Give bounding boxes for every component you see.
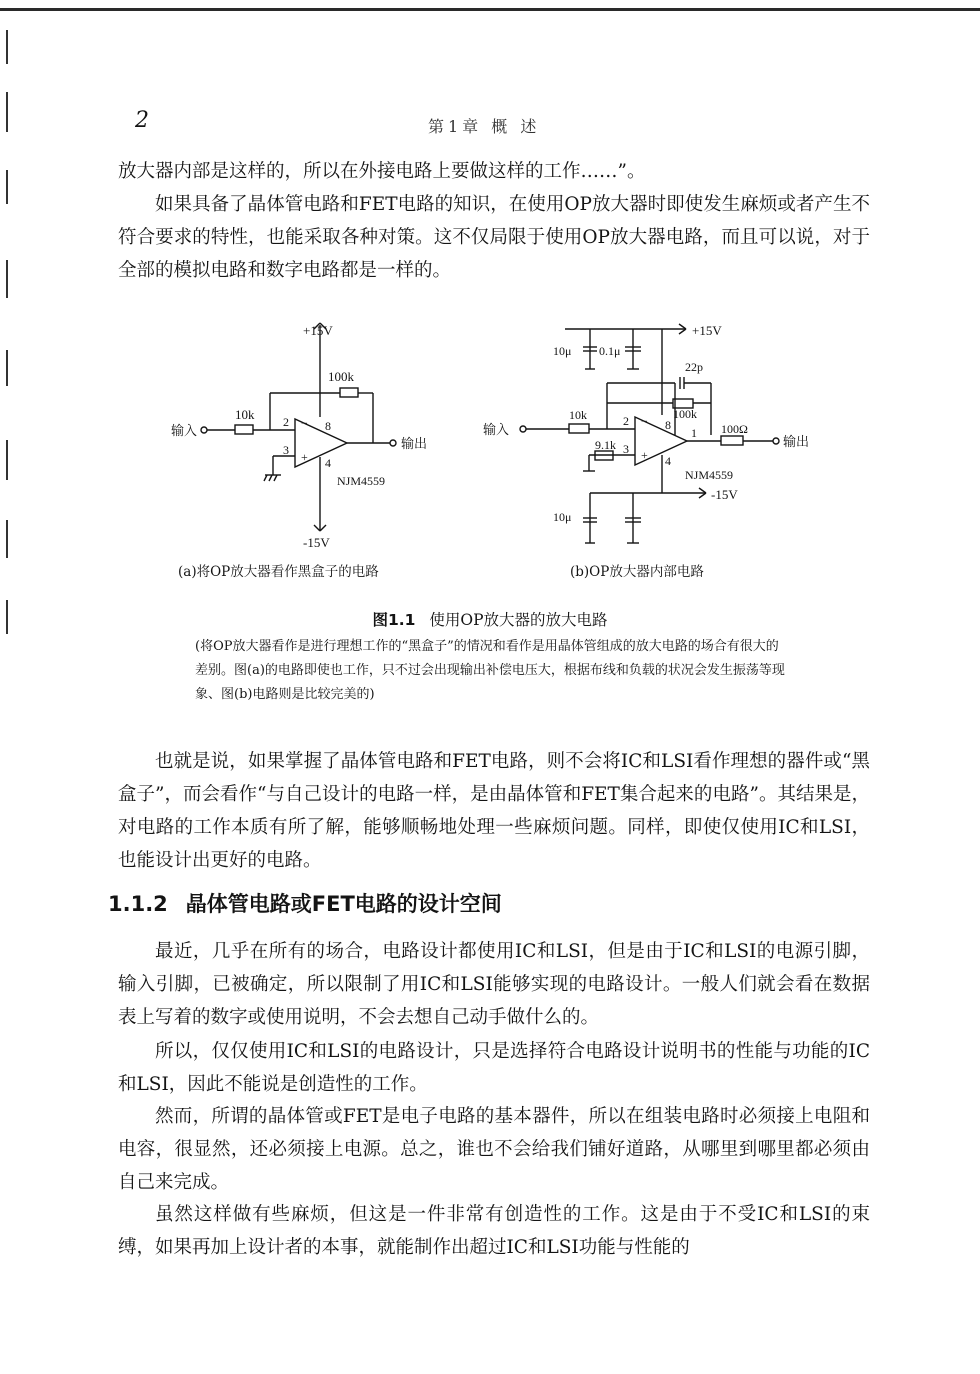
figure-caption — [0, 608, 980, 630]
b-c1-label: 10μ — [553, 344, 572, 358]
paragraph-basic-device: 然而，所谓的晶体管或FET是电子电路的基本器件，所以在组装电路时必须接上电阻和电容，很显然，还必须接上电源。总之，谁也不会给我们铺好道路，从哪里到哪里都必须由自己来完成。 — [118, 1106, 870, 1193]
running-head: 第1章 概 述 — [428, 117, 541, 136]
paragraph-knowledge: 如果具备了晶体管电路和FET电路的知识，在使用OP放大器时即使发生麻烦或者产生不符合要求的特性，也能采取各种对策。这不仅局限于使用OP放大器电路，而且可以说，对于全部的模拟电路和数字电路都是一样的。 — [118, 194, 870, 281]
b-c3-label: 10μ — [553, 510, 572, 524]
b-output-label: 输出 — [783, 434, 810, 449]
b-plus-sign: + — [641, 448, 648, 462]
figure-label: 图1.1 — [372, 611, 416, 629]
figure-note: (将OP放大器看作是进行理想工作的“黑盒子”的情况和看作是用晶体管组成的放大电路的场合有很大的差别。图(a)的电路即使也工作，只不过会出现输出补偿电压大，根据布线和负载的状况会发生振荡等现象、图(b)电路则是比较完美的) — [195, 639, 785, 702]
b-cfb-label: 22p — [685, 360, 703, 374]
b-vminus-label: -15V — [711, 487, 738, 502]
a-pin2-label: 2 — [283, 415, 289, 429]
a-minus-sign: − — [301, 416, 308, 430]
a-plus-sign: + — [301, 450, 308, 464]
b-input-label: 输入 — [483, 422, 510, 437]
figure-a-caption: (a)将OP放大器看作黑盒子的电路 — [178, 564, 379, 580]
b-rbias-label: 9.1k — [595, 438, 616, 452]
a-input-label: 输入 — [171, 423, 198, 438]
a-pin8-label: 8 — [325, 419, 331, 433]
figure-b-caption: (b)OP放大器内部电路 — [570, 564, 704, 580]
figure-1-1-circuits — [165, 315, 810, 585]
section-heading — [108, 888, 502, 918]
a-pin4-label: 4 — [325, 456, 331, 470]
a-rfb-label: 100k — [328, 369, 354, 384]
top-border-line — [0, 8, 980, 11]
b-minus-sign: − — [641, 414, 648, 428]
a-vminus-label: -15V — [303, 535, 330, 550]
paragraph-only-ic: 所以，仅仅使用IC和LSI的电路设计，只是选择符合电路设计说明书的性能与功能的IC和LSI，因此不能说是创造性的工作。 — [118, 1041, 870, 1095]
b-rin-label: 10k — [569, 408, 587, 422]
a-pin3-label: 3 — [283, 443, 289, 457]
paragraph-creative: 虽然这样做有些麻烦，但这是一件非常有创造性的工作。这是由于不受IC和LSI的束缚，如果再加上设计者的本事，就能制作出超过IC和LSI功能与性能的 — [118, 1204, 870, 1258]
section-number: 1.1.2 — [108, 892, 168, 916]
a-chip-label: NJM4559 — [337, 474, 386, 488]
page-number: 2 — [135, 108, 149, 133]
b-chip-label: NJM4559 — [685, 468, 734, 482]
b-pin3-label: 3 — [623, 442, 629, 456]
section-title: 晶体管电路或FET电路的设计空间 — [185, 892, 502, 916]
b-c2-label: 0.1μ — [599, 344, 621, 358]
b-pin4-label: 4 — [665, 454, 671, 468]
b-rout-label: 100Ω — [721, 422, 748, 436]
b-vplus-label: +15V — [692, 323, 722, 338]
paragraph-continuation: 放大器内部是这样的，所以在外接电路上要做这样的工作……”。 — [118, 161, 646, 182]
a-output-label: 输出 — [401, 436, 428, 451]
b-rfb-label: 100k — [673, 407, 697, 421]
paragraph-ic-lsi: 也就是说，如果掌握了晶体管电路和FET电路，则不会将IC和LSI看作理想的器件或“黑盒子”，而会看作“与自己设计的电路一样，是由晶体管和FET集合起来的电路”。其结果是，对电路的工作本质有所了解，能够顺畅地处理一些麻烦问题。同样，即使仅使用IC和LSI，也能设计出更好的电路。 — [118, 751, 870, 871]
a-rin-label: 10k — [235, 407, 255, 422]
figure-title: 使用OP放大器的放大电路 — [429, 611, 608, 629]
b-pin8-label: 8 — [665, 418, 671, 432]
binding-margin-marks — [6, 20, 10, 640]
circuit-diagrams-svg — [165, 315, 810, 585]
paragraph-recent: 最近，几乎在所有的场合，电路设计都使用IC和LSI，但是由于IC和LSI的电源引脚，输入引脚，已被确定，所以限制了用IC和LSI能够实现的电路设计。一般人们就会看在数据表上写着的数字或使用说明，不会去想自己动手做什么的。 — [118, 941, 870, 1028]
a-vplus-label: +15V — [303, 323, 333, 338]
b-pin2-label: 2 — [623, 414, 629, 428]
b-pin1-label: 1 — [691, 426, 697, 440]
